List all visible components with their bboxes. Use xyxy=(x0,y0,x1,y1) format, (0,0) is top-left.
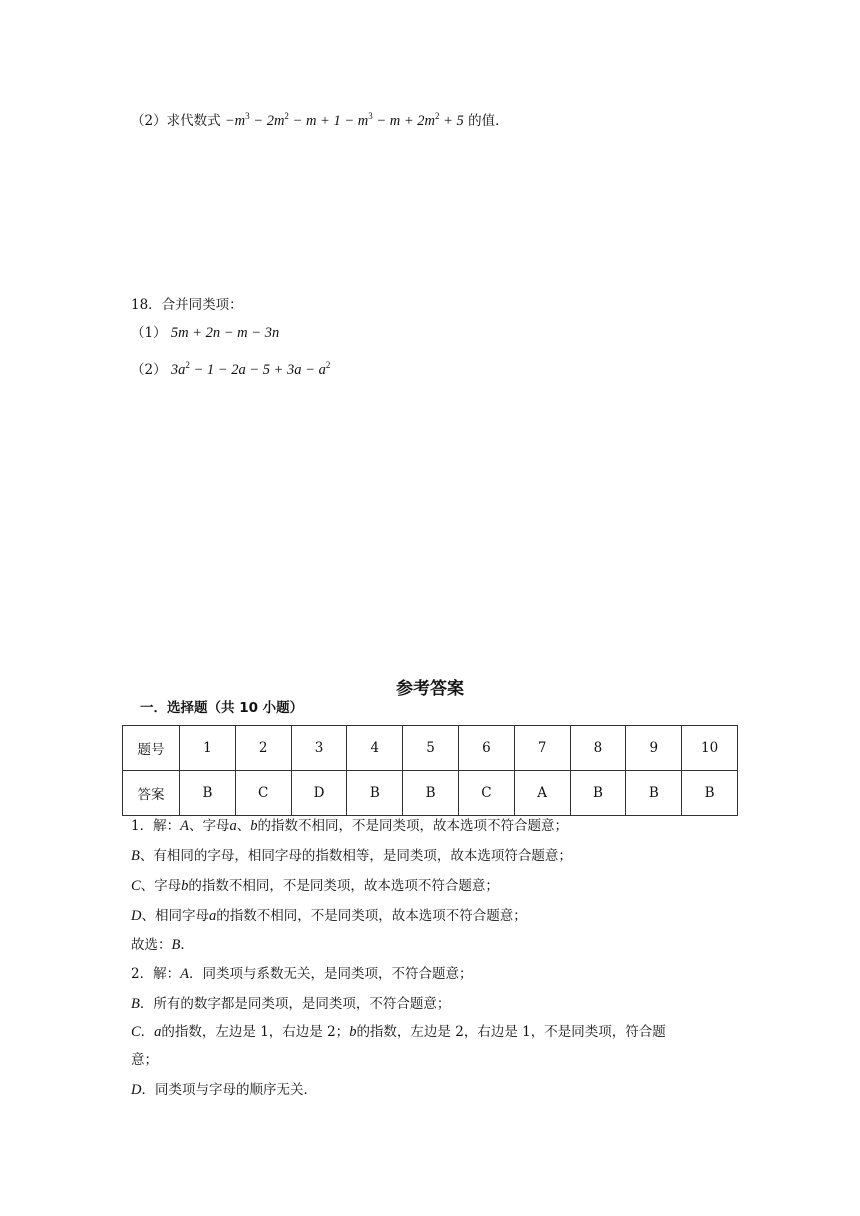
answer-cell: B xyxy=(403,771,459,816)
solution-text: 的指数不相同，不是同类项，故本选项不符合题意； xyxy=(188,878,499,894)
solution-1-line-4 xyxy=(131,906,527,926)
variable: b xyxy=(250,818,258,834)
q18-part2-expression: $3a^2 - 1 - 2a - 5 + 3a - a^2$ xyxy=(170,360,331,378)
question-number-cell: 1 xyxy=(180,726,236,771)
variable: a xyxy=(154,1024,162,1040)
option-letter: B xyxy=(131,848,140,864)
question-number-cell: 7 xyxy=(514,726,570,771)
answer-cell: C xyxy=(458,771,514,816)
solution-text: 、有相同的字母，相同字母的指数相等，是同类项，故本选项符合题意； xyxy=(139,848,572,864)
solution-2-line-2 xyxy=(131,994,450,1014)
row-header-answer: 答案 xyxy=(123,771,180,816)
solution-2-line-3 xyxy=(131,1022,666,1042)
solution-text: 2．解： xyxy=(131,966,181,982)
solution-text: ． xyxy=(180,937,194,953)
row-header-question: 题号 xyxy=(123,726,180,771)
question-number-cell: 3 xyxy=(291,726,347,771)
answer-cell: D xyxy=(291,771,347,816)
q17-part2-suffix: 的值． xyxy=(468,113,509,129)
solution-2-line-5 xyxy=(131,1080,317,1100)
q17-part2-label: （2）求代数式 xyxy=(131,113,221,129)
solution-text: 、相同字母 xyxy=(141,908,209,924)
answer-cell: B xyxy=(347,771,403,816)
solution-1-line-1 xyxy=(131,816,568,836)
q18-part2 xyxy=(131,355,330,380)
answer-cell: B xyxy=(626,771,682,816)
answer-cell: A xyxy=(514,771,570,816)
q18-part2-label: （2） xyxy=(131,362,167,378)
solution-text: 、 xyxy=(236,818,251,834)
option-letter: D xyxy=(131,1082,142,1098)
question-number-cell: 9 xyxy=(626,726,682,771)
option-letter: B xyxy=(131,996,140,1012)
solution-text: 、字母 xyxy=(188,818,230,834)
variable: a xyxy=(208,908,217,924)
solution-text: 的指数，左边是 1，右边是 2； xyxy=(161,1024,350,1040)
solution-text: 1．解： xyxy=(131,818,181,834)
question-number-cell: 2 xyxy=(235,726,291,771)
q18-part1 xyxy=(131,323,279,343)
solution-1-line-2 xyxy=(131,846,572,866)
answer-key-title: 参考答案 xyxy=(396,679,464,699)
solution-text: 故选： xyxy=(131,937,172,953)
option-letter: D xyxy=(131,908,142,924)
option-letter: C xyxy=(131,1024,141,1040)
option-letter: C xyxy=(131,878,141,894)
option-letter: B xyxy=(171,937,181,953)
variable: b xyxy=(349,1024,357,1040)
answer-cell: B xyxy=(570,771,626,816)
answer-cell: B xyxy=(180,771,236,816)
solution-text: ． xyxy=(140,1024,155,1040)
variable: b xyxy=(181,878,189,894)
q18-part1-expression: 5m + 2n − m − 3n xyxy=(170,325,280,341)
solution-text: 的指数不相同，不是同类项，故本选项不符合题意； xyxy=(257,818,568,834)
question-number-cell: 4 xyxy=(347,726,403,771)
question-number-cell: 8 xyxy=(570,726,626,771)
solution-text: ．所有的数字都是同类项，是同类项，不符合题意； xyxy=(139,996,451,1012)
option-letter: A xyxy=(180,818,189,834)
solution-text: 的指数不相同，不是同类项，故本选项不符合题意； xyxy=(216,908,527,924)
question-number-cell: 6 xyxy=(458,726,514,771)
solution-2-line-1 xyxy=(131,964,472,984)
solution-2-line-4: 意； xyxy=(131,1052,158,1068)
option-letter: A xyxy=(180,966,189,982)
section-heading: 一．选择题（共 10 小题） xyxy=(140,700,304,716)
answer-table xyxy=(122,725,738,816)
solution-1-line-5 xyxy=(131,935,194,955)
q17-part2-expression: $-m^3 - 2m^2 - m + 1 - m^3 - m + 2m^2 + 5$ xyxy=(224,111,464,129)
q17-part2-line xyxy=(131,106,509,131)
answer-row xyxy=(123,771,738,816)
variable: a xyxy=(229,818,237,834)
solution-text: ．同类项与字母的顺序无关． xyxy=(141,1082,317,1098)
q18-title: 18．合并同类项： xyxy=(131,297,243,313)
solution-text: 、字母 xyxy=(140,878,182,894)
question-number-cell: 5 xyxy=(403,726,459,771)
answer-cell: C xyxy=(235,771,291,816)
solution-text: 的指数，左边是 2，右边是 1，不是同类项，符合题 xyxy=(356,1024,666,1040)
question-number-cell: 10 xyxy=(682,726,738,771)
solution-text: ．同类项与系数无关，是同类项，不符合题意； xyxy=(188,966,473,982)
solution-1-line-3 xyxy=(131,876,499,896)
answer-cell: B xyxy=(682,771,738,816)
question-number-row xyxy=(123,726,738,771)
q18-part1-label: （1） xyxy=(131,325,167,341)
